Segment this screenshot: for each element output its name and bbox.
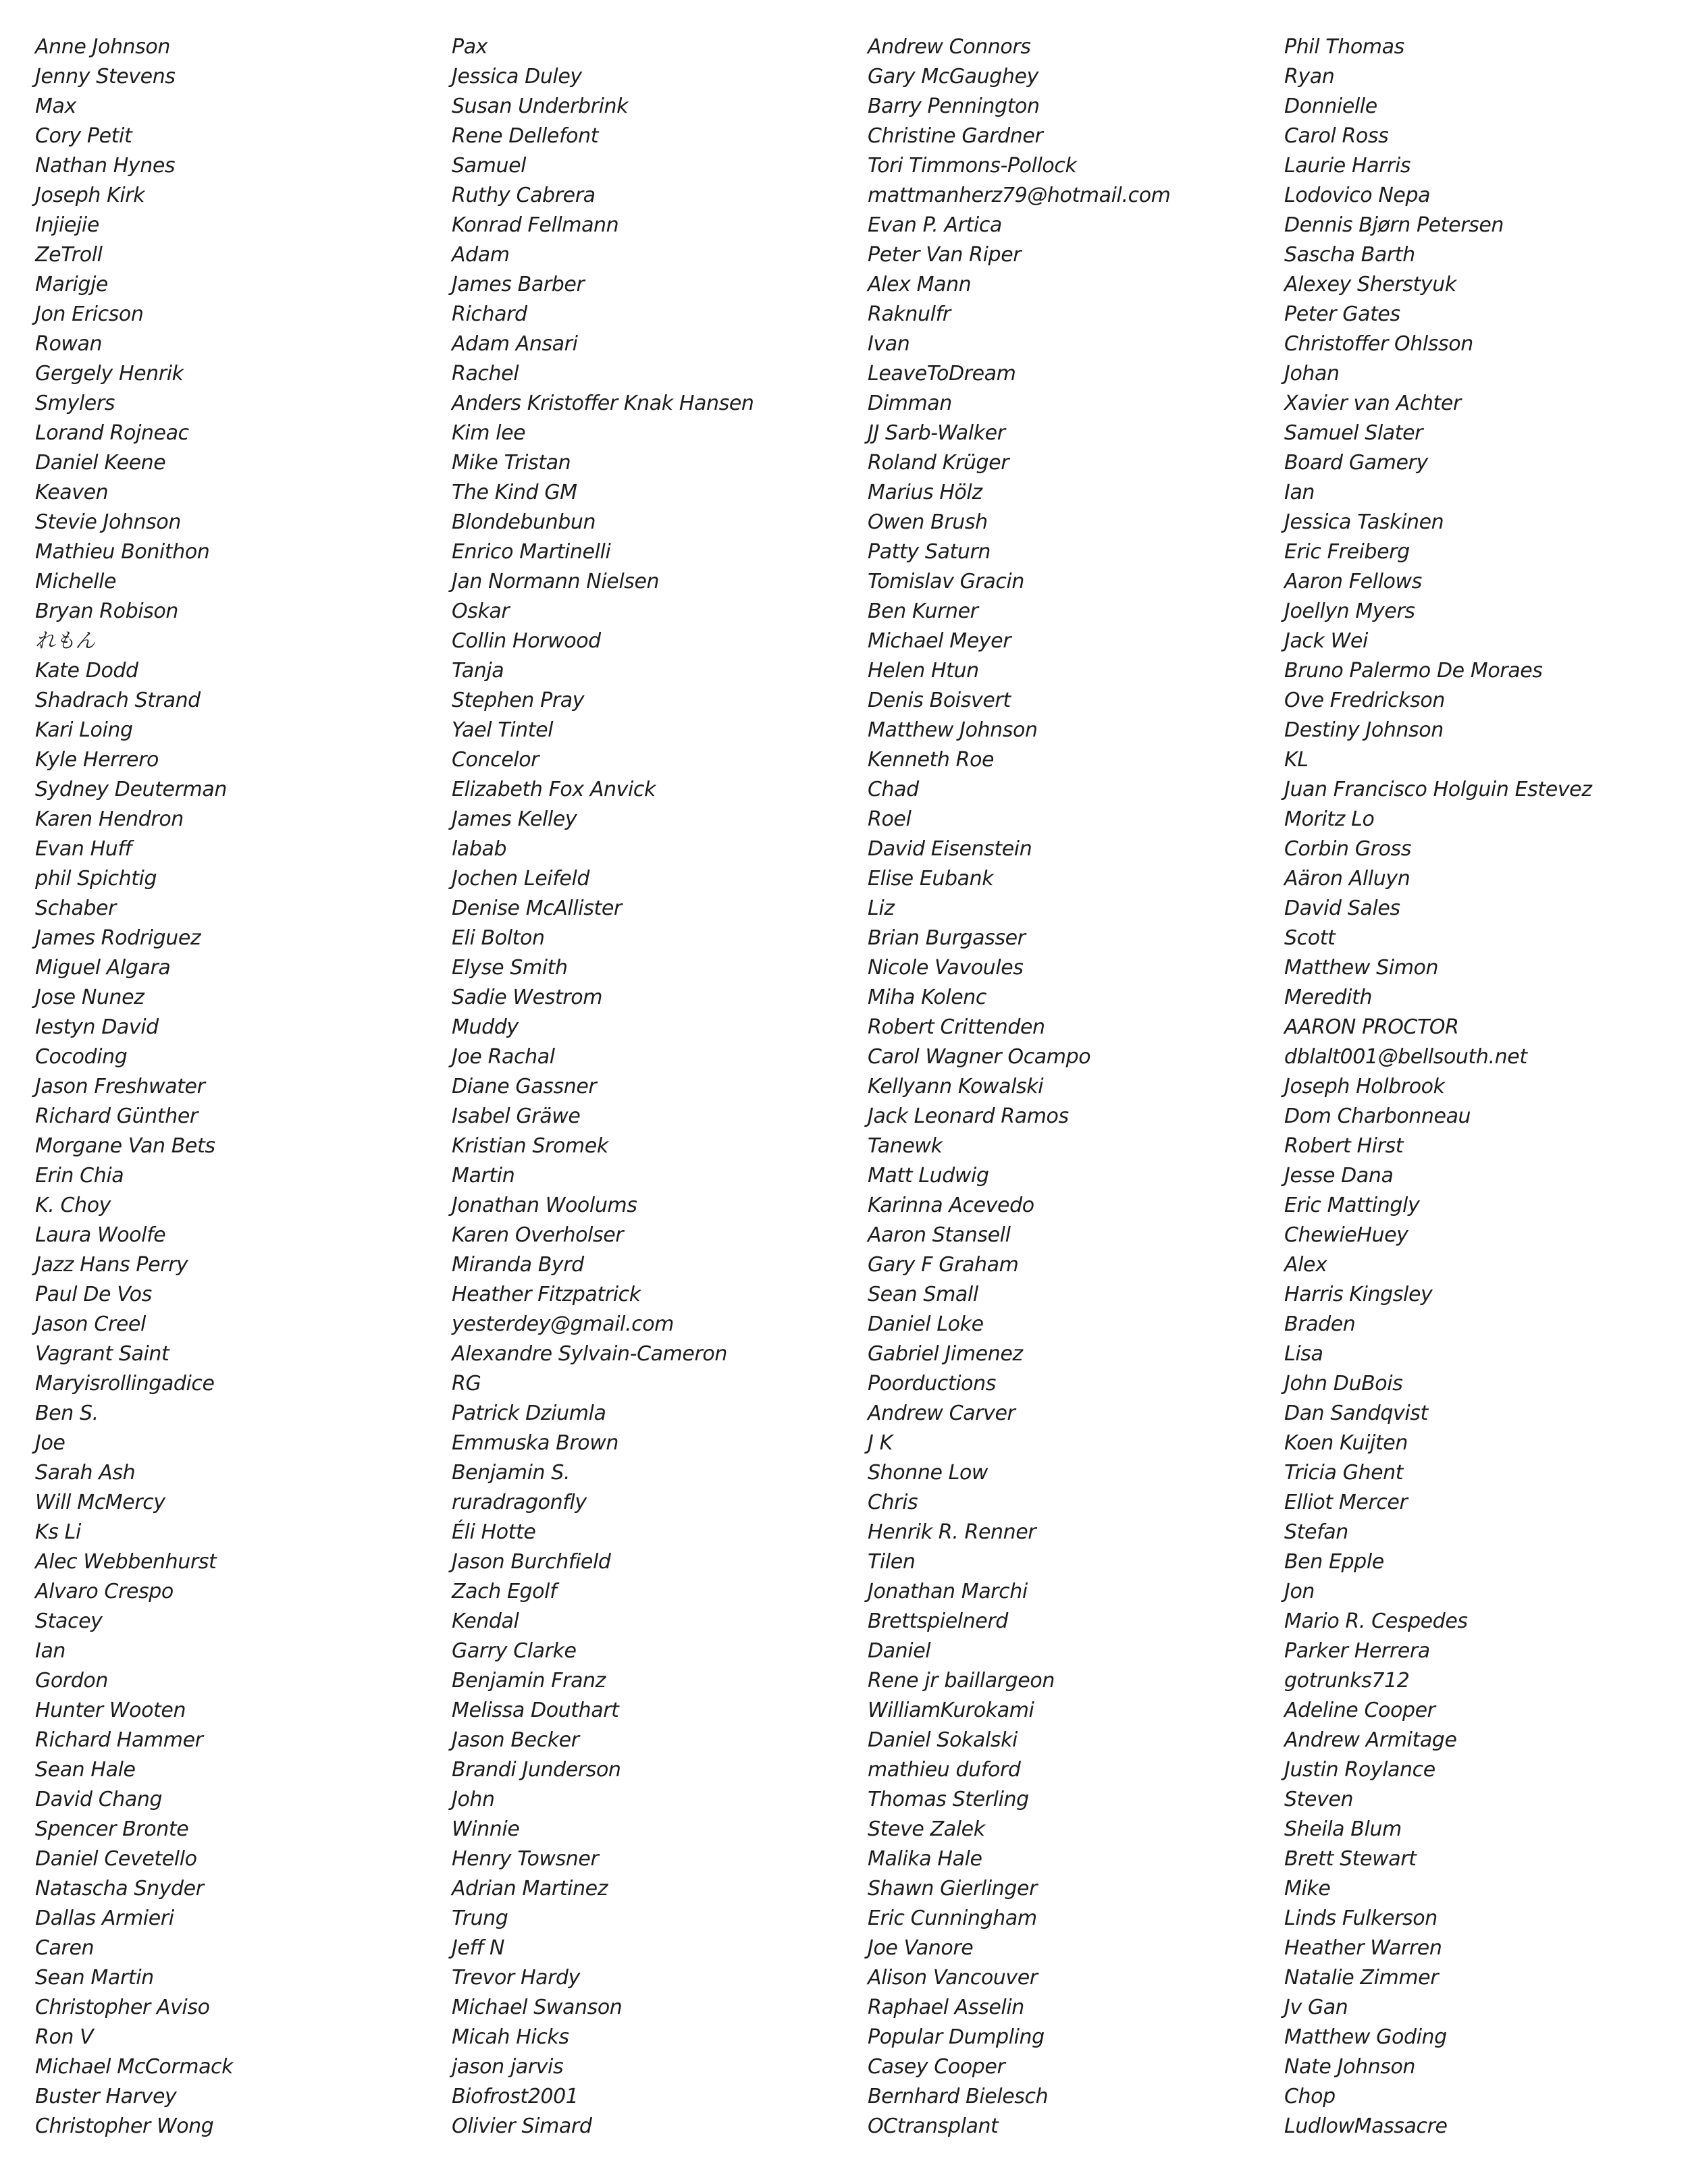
- name-entry: Shonne Low: [868, 1461, 988, 1485]
- name-entry: Nate Johnson: [1284, 2055, 1416, 2079]
- name-entry: Sean Small: [868, 1283, 978, 1306]
- name-entry: Denise McAllister: [452, 897, 622, 920]
- name-entry: Michelle: [35, 570, 117, 593]
- name-entry: Lisa: [1284, 1342, 1323, 1366]
- name-entry: gotrunks712: [1284, 1669, 1410, 1693]
- name-entry: Eric Freiberg: [1284, 540, 1410, 564]
- name-entry: Mathieu Bonithon: [35, 540, 210, 564]
- name-entry: Sean Hale: [35, 1758, 136, 1782]
- name-entry: Iestyn David: [35, 1015, 159, 1039]
- name-entry: Melissa Douthart: [452, 1699, 619, 1722]
- name-entry: Alexandre Sylvain-Cameron: [452, 1342, 727, 1366]
- name-entry: Hunter Wooten: [35, 1699, 186, 1722]
- name-entry: mathieu duford: [868, 1758, 1021, 1782]
- name-entry: Benjamin Franz: [452, 1669, 606, 1693]
- name-entry: Tilen: [868, 1550, 916, 1574]
- name-entry: Elizabeth Fox Anvick: [452, 778, 656, 801]
- name-entry: Marius Hölz: [868, 481, 982, 504]
- name-entry: Peter Van Riper: [868, 243, 1022, 267]
- name-entry: Shawn Gierlinger: [868, 1877, 1038, 1900]
- name-entry: James Rodriguez: [35, 926, 201, 950]
- name-entry: Roel: [868, 807, 912, 831]
- name-entry: Nicole Vavoules: [868, 956, 1024, 980]
- name-entry: Lorand Rojneac: [35, 421, 189, 445]
- name-entry: Rene jr baillargeon: [868, 1669, 1055, 1693]
- name-entry: Alec Webbenhurst: [35, 1550, 217, 1574]
- name-entry: Aaron Fellows: [1284, 570, 1422, 593]
- name-entry: Spencer Bronte: [35, 1817, 189, 1841]
- name-entry: Diane Gassner: [452, 1075, 597, 1098]
- name-entry: Koen Kuijten: [1284, 1431, 1408, 1455]
- name-entry: Kenneth Roe: [868, 748, 995, 772]
- name-entry: Stevie Johnson: [35, 510, 181, 534]
- name-entry: jason jarvis: [452, 2055, 564, 2079]
- name-entry: Yael Tintel: [452, 718, 554, 742]
- name-entry: Ivan: [868, 332, 910, 356]
- name-entry: Kellyann Kowalski: [868, 1075, 1044, 1098]
- name-entry: LudlowMassacre: [1284, 2114, 1448, 2138]
- name-entry: Patty Saturn: [868, 540, 991, 564]
- name-entry: Injiejie: [35, 213, 99, 237]
- name-entry: Ben S.: [35, 1402, 99, 1425]
- name-entry: dblalt001@bellsouth.net: [1284, 1045, 1527, 1069]
- name-entry: Jack Leonard Ramos: [868, 1104, 1069, 1128]
- name-entry: Donnielle: [1284, 95, 1377, 118]
- name-entry: Miguel Algara: [35, 956, 171, 980]
- name-entry: Evan Huff: [35, 837, 132, 861]
- name-entry: Parker Herrera: [1284, 1639, 1430, 1663]
- name-entry: Xavier van Achter: [1284, 392, 1461, 415]
- name-entry: Gordon: [35, 1669, 108, 1693]
- name-entry: Aäron Alluyn: [1284, 867, 1410, 890]
- name-entry: Adam: [452, 243, 510, 267]
- name-entry: Joellyn Myers: [1284, 600, 1415, 623]
- name-entry: Sadie Westrom: [452, 986, 603, 1009]
- name-entry: Brian Burgasser: [868, 926, 1026, 950]
- name-entry: Barry Pennington: [868, 95, 1040, 118]
- name-entry: Johan: [1284, 362, 1340, 385]
- name-entry: Jason Becker: [452, 1728, 579, 1752]
- name-entry: Jv Gan: [1284, 1996, 1348, 2019]
- name-entry: Christopher Wong: [35, 2114, 214, 2138]
- name-entry: Ryan: [1284, 65, 1335, 88]
- name-entry: Kristian Sromek: [452, 1134, 608, 1158]
- name-entry: Concelor: [452, 748, 539, 772]
- name-entry: Nathan Hynes: [35, 154, 176, 178]
- name-entry: David Chang: [35, 1788, 163, 1811]
- name-entry: Karen Overholser: [452, 1223, 624, 1247]
- name-entry: Olivier Simard: [452, 2114, 592, 2138]
- name-entry: James Barber: [452, 273, 585, 296]
- name-entry: Jessica Taskinen: [1284, 510, 1444, 534]
- name-entry: Poorductions: [868, 1372, 996, 1395]
- name-entry: Jon: [1284, 1580, 1315, 1603]
- name-entry: Bernhard Bielesch: [868, 2085, 1049, 2108]
- name-entry: Board Gamery: [1284, 451, 1428, 475]
- name-entry: Alexey Sherstyuk: [1284, 273, 1456, 296]
- name-entry: Ian: [1284, 481, 1315, 504]
- name-entry: Owen Brush: [868, 510, 988, 534]
- name-entry: Pax: [452, 35, 488, 59]
- name-entry: J K: [868, 1431, 893, 1455]
- name-entry: Joseph Holbrook: [1284, 1075, 1445, 1098]
- name-entry: Konrad Fellmann: [452, 213, 619, 237]
- name-entry: Justin Roylance: [1284, 1758, 1435, 1782]
- name-entry: Andrew Connors: [868, 35, 1031, 59]
- name-entry: The Kind GM: [452, 481, 577, 504]
- name-entry: Buster Harvey: [35, 2085, 177, 2108]
- name-entry: David Sales: [1284, 897, 1400, 920]
- name-entry: Anne Johnson: [35, 35, 170, 59]
- name-entry: K. Choy: [35, 1194, 111, 1217]
- name-entry: Caren: [35, 1936, 95, 1960]
- name-entry: Juan Francisco Holguin Estevez: [1284, 778, 1592, 801]
- name-entry: Samuel Slater: [1284, 421, 1423, 445]
- name-entry: Jose Nunez: [35, 986, 144, 1009]
- name-entry: Scott: [1284, 926, 1336, 950]
- name-entry: Zach Egolf: [452, 1580, 557, 1603]
- name-entry: Adrian Martinez: [452, 1877, 608, 1900]
- name-entry: Henrik R. Renner: [868, 1520, 1036, 1544]
- name-entry: Robert Crittenden: [868, 1015, 1045, 1039]
- name-entry: Laura Woolfe: [35, 1223, 166, 1247]
- name-entry: Mike: [1284, 1877, 1331, 1900]
- name-entry: Destiny Johnson: [1284, 718, 1444, 742]
- name-entry: Tanewk: [868, 1134, 943, 1158]
- name-entry: Daniel Keene: [35, 451, 166, 475]
- name-entry: Stephen Pray: [452, 689, 585, 712]
- name-entry: Eric Mattingly: [1284, 1194, 1420, 1217]
- name-entry: Miranda Byrd: [452, 1253, 584, 1277]
- name-entry: Raphael Asselin: [868, 1996, 1024, 2019]
- names-column-2: [452, 32, 754, 2141]
- name-entry: Jan Normann Nielsen: [452, 570, 660, 593]
- name-entry: Isabel Gräwe: [452, 1104, 581, 1128]
- name-entry: Cory Petit: [35, 124, 132, 148]
- name-entry: Evan P. Artica: [868, 213, 1002, 237]
- name-entry: Aaron Stansell: [868, 1223, 1011, 1247]
- name-entry: Alex Mann: [868, 273, 972, 296]
- name-entry: Sheila Blum: [1284, 1817, 1402, 1841]
- name-entry: Eli Bolton: [452, 926, 545, 950]
- name-entry: Jochen Leifeld: [452, 867, 590, 890]
- name-entry: Alex: [1284, 1253, 1327, 1277]
- name-entry: Casey Cooper: [868, 2055, 1005, 2079]
- name-entry: Chad: [868, 778, 919, 801]
- name-entry: Richard Hammer: [35, 1728, 203, 1752]
- name-entry: Patrick Dziumla: [452, 1402, 606, 1425]
- name-entry: Jonathan Marchi: [868, 1580, 1028, 1603]
- name-entry: Paul De Vos: [35, 1283, 152, 1306]
- name-entry: Carol Wagner Ocampo: [868, 1045, 1091, 1069]
- name-entry: Sarah Ash: [35, 1461, 136, 1485]
- name-entry: Jack Wei: [1284, 629, 1368, 653]
- name-entry: Samuel: [452, 154, 527, 178]
- name-entry: Adeline Cooper: [1284, 1699, 1435, 1722]
- names-column-1: [35, 32, 233, 2141]
- name-entry: Harris Kingsley: [1284, 1283, 1433, 1306]
- name-entry: Tanja: [452, 659, 504, 683]
- name-entry: Thomas Sterling: [868, 1788, 1029, 1811]
- name-entry: Erin Chia: [35, 1164, 124, 1188]
- name-entry: Alvaro Crespo: [35, 1580, 174, 1603]
- name-entry: Smylers: [35, 392, 115, 415]
- name-entry: David Eisenstein: [868, 837, 1032, 861]
- name-entry: Vagrant Saint: [35, 1342, 169, 1366]
- name-entry: ChewieHuey: [1284, 1223, 1408, 1247]
- name-entry: Roland Krüger: [868, 451, 1009, 475]
- name-entry: AARON PROCTOR: [1284, 1015, 1459, 1039]
- name-entry: OCtransplant: [868, 2114, 999, 2138]
- name-entry: Morgane Van Bets: [35, 1134, 215, 1158]
- name-entry: Susan Underbrink: [452, 95, 629, 118]
- name-entry: Collin Horwood: [452, 629, 601, 653]
- name-entry: れもん: [35, 629, 95, 653]
- name-entry: John DuBois: [1284, 1372, 1403, 1395]
- name-entry: Ian: [35, 1639, 66, 1663]
- name-entry: Kari Loing: [35, 718, 133, 742]
- name-entry: Daniel: [868, 1639, 931, 1663]
- name-entry: Natascha Snyder: [35, 1877, 204, 1900]
- name-entry: Robert Hirst: [1284, 1134, 1404, 1158]
- name-entry: Mike Tristan: [452, 451, 571, 475]
- name-entry: Popular Dumpling: [868, 2025, 1045, 2049]
- name-entry: Schaber: [35, 897, 116, 920]
- name-entry: Daniel Sokalski: [868, 1728, 1018, 1752]
- name-entry: Tomislav Gracin: [868, 570, 1024, 593]
- name-entry: Sydney Deuterman: [35, 778, 227, 801]
- name-entry: Richard Günther: [35, 1104, 198, 1128]
- name-entry: Andrew Armitage: [1284, 1728, 1457, 1752]
- name-entry: ZeTroll: [35, 243, 103, 267]
- name-entry: LeaveToDream: [868, 362, 1016, 385]
- name-entry: Daniel Loke: [868, 1312, 984, 1336]
- name-entry: Denis Boisvert: [868, 689, 1011, 712]
- name-entry: Corbin Gross: [1284, 837, 1411, 861]
- name-entry: Martin: [452, 1164, 515, 1188]
- name-entry: Joe Rachal: [452, 1045, 555, 1069]
- name-entry: Henry Towsner: [452, 1847, 599, 1871]
- name-entry: JJ Sarb-Walker: [868, 421, 1005, 445]
- name-entry: Miha Kolenc: [868, 986, 987, 1009]
- name-entry: Dom Charbonneau: [1284, 1104, 1471, 1128]
- name-entry: Ruthy Cabrera: [452, 184, 596, 207]
- name-entry: Marigje: [35, 273, 108, 296]
- name-entry: Ks Li: [35, 1520, 81, 1544]
- names-column-4: [1284, 32, 1592, 2141]
- name-entry: Phil Thomas: [1284, 35, 1404, 59]
- name-entry: yesterdey@gmail.com: [452, 1312, 674, 1336]
- names-column-3: [868, 32, 1171, 2141]
- name-entry: Micah Hicks: [452, 2025, 569, 2049]
- name-entry: Christoffer Ohlsson: [1284, 332, 1473, 356]
- name-entry: Jason Burchfield: [452, 1550, 611, 1574]
- name-entry: Benjamin S.: [452, 1461, 571, 1485]
- name-entry: Oskar: [452, 600, 510, 623]
- name-entry: Enrico Martinelli: [452, 540, 611, 564]
- name-entry: Gergely Henrik: [35, 362, 184, 385]
- name-entry: Christopher Aviso: [35, 1996, 210, 2019]
- name-entry: Liz: [868, 897, 895, 920]
- name-entry: Blondebunbun: [452, 510, 596, 534]
- name-entry: KL: [1284, 748, 1309, 772]
- name-entry: Linds Fulkerson: [1284, 1907, 1438, 1930]
- name-entry: Winnie: [452, 1817, 520, 1841]
- name-entry: Kyle Herrero: [35, 748, 159, 772]
- name-entry: Michael Meyer: [868, 629, 1011, 653]
- name-entry: Elise Eubank: [868, 867, 994, 890]
- name-entry: Anders Kristoffer Knak Hansen: [452, 392, 754, 415]
- name-entry: Natalie Zimmer: [1284, 1966, 1439, 1990]
- name-entry: Christine Gardner: [868, 124, 1043, 148]
- name-entry: WilliamKurokami: [868, 1699, 1034, 1722]
- name-entry: Steven: [1284, 1788, 1354, 1811]
- name-entry: Joe: [35, 1431, 65, 1455]
- name-entry: Sascha Barth: [1284, 243, 1415, 267]
- name-entry: Heather Fitzpatrick: [452, 1283, 641, 1306]
- name-entry: Adam Ansari: [452, 332, 578, 356]
- name-entry: Raknulfr: [868, 302, 951, 326]
- name-entry: Trung: [452, 1907, 508, 1930]
- name-entry: Trevor Hardy: [452, 1966, 581, 1990]
- name-entry: James Kelley: [452, 807, 577, 831]
- name-entry: Laurie Harris: [1284, 154, 1411, 178]
- name-entry: Karen Hendron: [35, 807, 184, 831]
- name-entry: Tori Timmons-Pollock: [868, 154, 1077, 178]
- name-entry: Chris: [868, 1491, 918, 1514]
- name-entry: Chop: [1284, 2085, 1336, 2108]
- name-entry: Kim lee: [452, 421, 526, 445]
- name-entry: Steve Zalek: [868, 1817, 985, 1841]
- name-entry: Gary McGaughey: [868, 65, 1038, 88]
- name-entry: Brett Stewart: [1284, 1847, 1417, 1871]
- name-entry: Max: [35, 95, 76, 118]
- name-entry: Jason Creel: [35, 1312, 146, 1336]
- name-entry: Emmuska Brown: [452, 1431, 618, 1455]
- name-entry: Kendal: [452, 1609, 519, 1633]
- name-entry: Elliot Mercer: [1284, 1491, 1408, 1514]
- name-entry: Ove Fredrickson: [1284, 689, 1445, 712]
- name-entry: Andrew Carver: [868, 1402, 1016, 1425]
- name-entry: Joe Vanore: [868, 1936, 974, 1960]
- name-entry: labab: [452, 837, 507, 861]
- name-entry: Ben Kurner: [868, 600, 978, 623]
- name-entry: Bruno Palermo De Moraes: [1284, 659, 1543, 683]
- name-entry: Jesse Dana: [1284, 1164, 1394, 1188]
- name-entry: Dan Sandqvist: [1284, 1402, 1428, 1425]
- name-entry: Biofrost2001: [452, 2085, 579, 2108]
- name-entry: John: [452, 1788, 495, 1811]
- name-entry: Cocoding: [35, 1045, 128, 1069]
- name-entry: Matthew Simon: [1284, 956, 1439, 980]
- name-entry: Jon Ericson: [35, 302, 144, 326]
- name-entry: Braden: [1284, 1312, 1356, 1336]
- name-entry: Moritz Lo: [1284, 807, 1375, 831]
- name-entry: Daniel Cevetello: [35, 1847, 197, 1871]
- name-entry: Sean Martin: [35, 1966, 154, 1990]
- name-entry: Gabriel Jimenez: [868, 1342, 1023, 1366]
- name-entry: Jessica Duley: [452, 65, 582, 88]
- name-entry: Bryan Robison: [35, 600, 178, 623]
- name-entry: Heather Warren: [1284, 1936, 1442, 1960]
- name-entry: Peter Gates: [1284, 302, 1400, 326]
- name-entry: Ron V: [35, 2025, 94, 2049]
- name-entry: Michael McCormack: [35, 2055, 234, 2079]
- name-entry: Rene Dellefont: [452, 124, 599, 148]
- name-entry: mattmanherz79@hotmail.com: [868, 184, 1171, 207]
- name-entry: Jenny Stevens: [35, 65, 176, 88]
- name-entry: phil Spichtig: [35, 867, 157, 890]
- name-entry: Dallas Armieri: [35, 1907, 174, 1930]
- name-entry: Stefan: [1284, 1520, 1348, 1544]
- name-entry: RG: [452, 1372, 481, 1395]
- name-entry: Matthew Johnson: [868, 718, 1038, 742]
- name-entry: Alison Vancouver: [868, 1966, 1038, 1990]
- name-entry: Éli Hotte: [452, 1520, 536, 1544]
- name-entry: Matthew Goding: [1284, 2025, 1447, 2049]
- name-entry: Karinna Acevedo: [868, 1194, 1034, 1217]
- name-entry: Dimman: [868, 392, 952, 415]
- name-entry: ruradragonfly: [452, 1491, 587, 1514]
- name-entry: Michael Swanson: [452, 1996, 623, 2019]
- name-entry: Rowan: [35, 332, 103, 356]
- name-entry: Jazz Hans Perry: [35, 1253, 188, 1277]
- name-entry: Jason Freshwater: [35, 1075, 205, 1098]
- name-entry: Helen Htun: [868, 659, 979, 683]
- name-entry: Stacey: [35, 1609, 103, 1633]
- name-entry: Meredith: [1284, 986, 1373, 1009]
- name-entry: Will McMercy: [35, 1491, 165, 1514]
- name-entry: Jonathan Woolums: [452, 1194, 637, 1217]
- name-entry: Tricia Ghent: [1284, 1461, 1404, 1485]
- name-entry: Elyse Smith: [452, 956, 568, 980]
- name-entry: Carol Ross: [1284, 124, 1389, 148]
- name-entry: Richard: [452, 302, 527, 326]
- name-entry: Kate Dodd: [35, 659, 138, 683]
- name-entry: Dennis Bjørn Petersen: [1284, 213, 1504, 237]
- name-entry: Rachel: [452, 362, 519, 385]
- name-entry: Lodovico Nepa: [1284, 184, 1431, 207]
- name-entry: Eric Cunningham: [868, 1907, 1037, 1930]
- name-entry: Joseph Kirk: [35, 184, 145, 207]
- name-entry: Matt Ludwig: [868, 1164, 989, 1188]
- name-entry: Jeff N: [452, 1936, 505, 1960]
- name-entry: Mario R. Cespedes: [1284, 1609, 1468, 1633]
- name-entry: Maryisrollingadice: [35, 1372, 215, 1395]
- name-entry: Ben Epple: [1284, 1550, 1384, 1574]
- name-entry: Keaven: [35, 481, 109, 504]
- name-entry: Gary F Graham: [868, 1253, 1019, 1277]
- name-entry: Malika Hale: [868, 1847, 982, 1871]
- name-entry: Shadrach Strand: [35, 689, 201, 712]
- name-entry: Brandi Junderson: [452, 1758, 621, 1782]
- name-entry: Brettspielnerd: [868, 1609, 1008, 1633]
- name-entry: Muddy: [452, 1015, 519, 1039]
- name-entry: Garry Clarke: [452, 1639, 577, 1663]
